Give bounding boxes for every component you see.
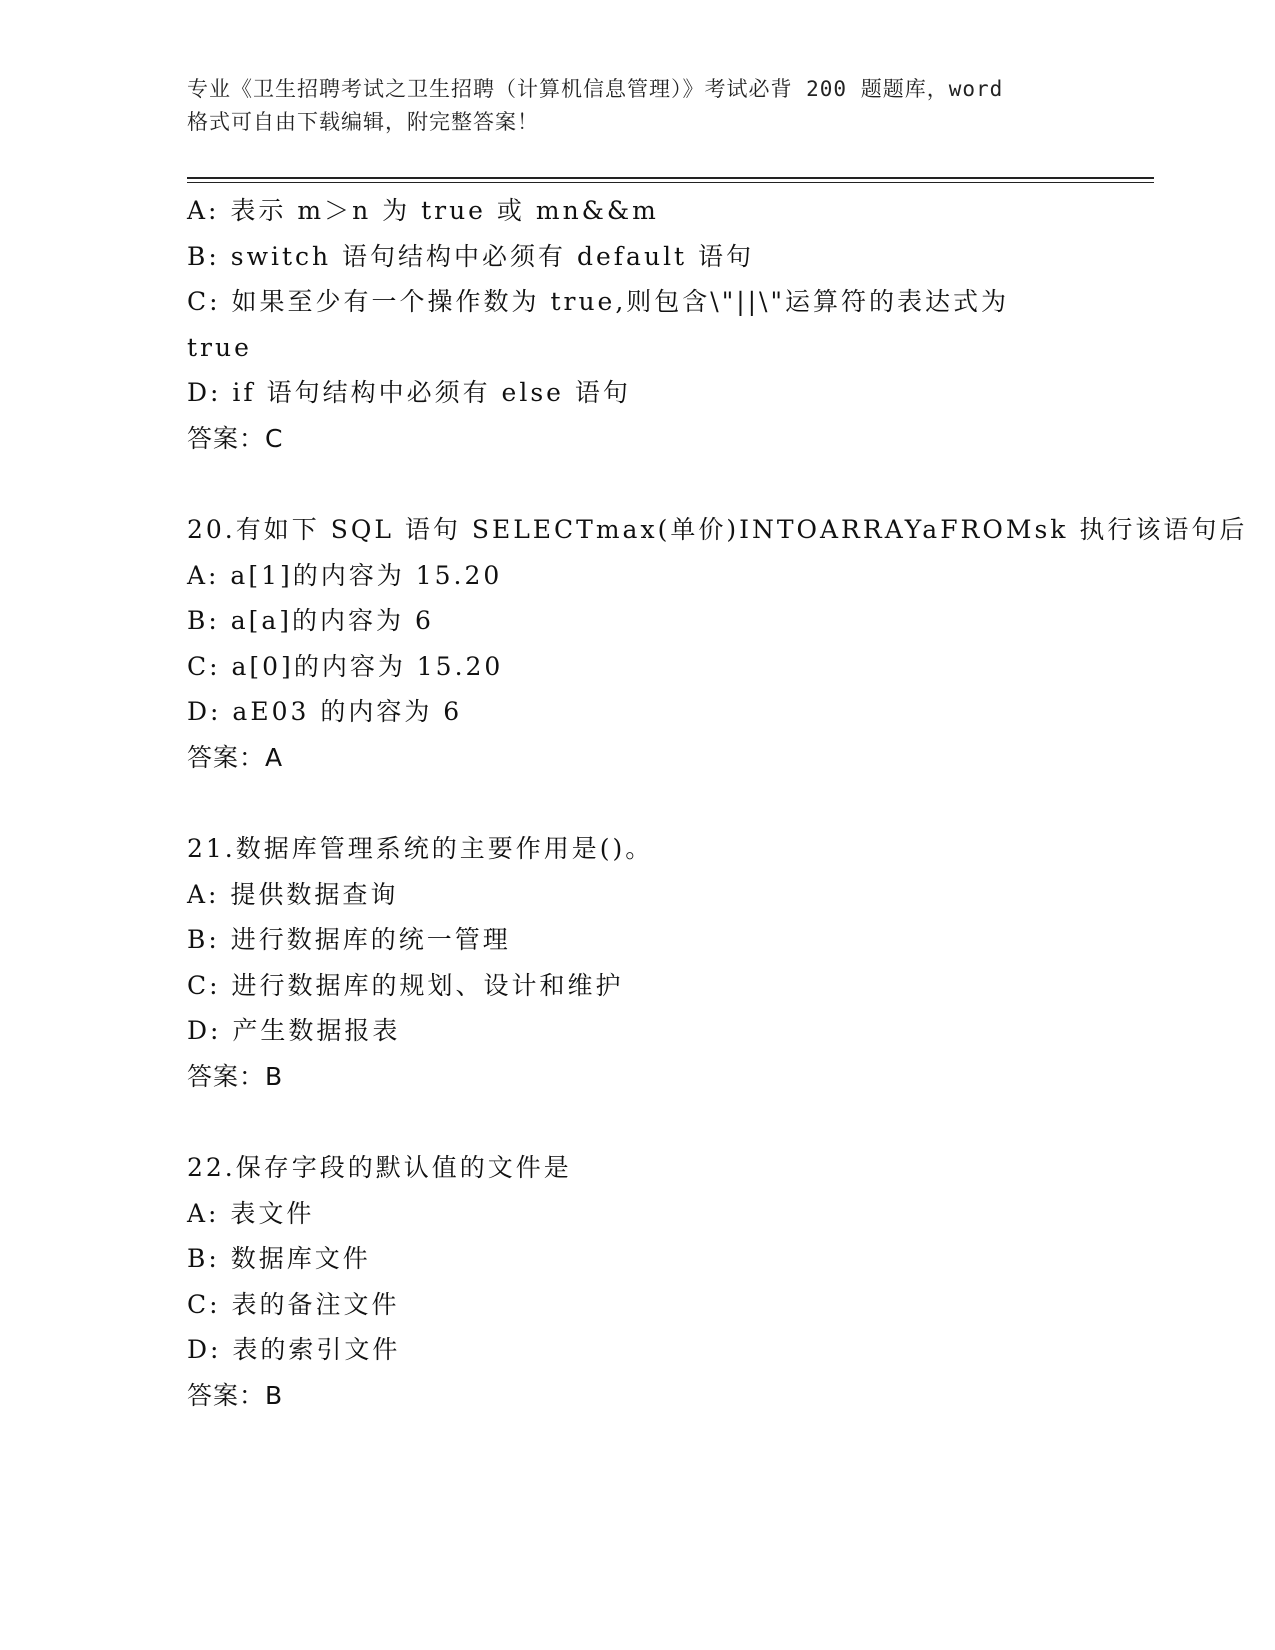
- header-rule-thin: [187, 182, 1154, 183]
- option-a: A: a[1]的内容为 15.20: [187, 560, 503, 590]
- answer: 答案：B: [187, 1061, 284, 1091]
- option-c: C: 如果至少有一个操作数为 true,则包含\"||\"运算符的表达式为: [187, 287, 1009, 316]
- option-c-continued: true: [187, 332, 252, 362]
- question-20: [187, 507, 1248, 780]
- question-stem: 21.数据库管理系统的主要作用是()。: [187, 834, 654, 863]
- option-a: A: 表示 m＞n 为 true 或 mn&&m: [187, 196, 659, 225]
- option-b: B: 数据库文件: [187, 1244, 371, 1273]
- header-line-1: 专业《卫生招聘考试之卫生招聘（计算机信息管理）》考试必背 200 题题库，word: [187, 77, 1004, 101]
- option-c: C: 表的备注文件: [187, 1289, 400, 1319]
- option-c: C: a[0]的内容为 15.20: [187, 651, 504, 681]
- answer: 答案：A: [187, 742, 284, 772]
- option-d: D: if 语句结构中必须有 else 语句: [187, 378, 631, 407]
- option-a: A: 表文件: [187, 1198, 315, 1228]
- header-line-2: 格式可自由下载编辑，附完整答案！: [187, 110, 539, 134]
- option-d: D: aE03 的内容为 6: [187, 697, 463, 726]
- answer: 答案：C: [187, 423, 284, 453]
- question-21: [187, 826, 1187, 1099]
- option-d: D: 表的索引文件: [187, 1335, 401, 1364]
- option-a: A: 提供数据查询: [187, 879, 399, 909]
- option-b: B: a[a]的内容为 6: [187, 606, 434, 635]
- answer: 答案：B: [187, 1380, 284, 1410]
- question-stem: 22.保存字段的默认值的文件是: [187, 1153, 572, 1182]
- question-stem: 20.有如下 SQL 语句 SELECTmax(单价)INTOARRAYaFROMsk 执行该语句后: [187, 515, 1248, 544]
- option-b: B: switch 语句结构中必须有 default 语句: [187, 241, 755, 271]
- document-header: [187, 73, 1087, 139]
- option-c: C: 进行数据库的规划、设计和维护: [187, 970, 624, 1000]
- question-list: [187, 188, 1248, 1418]
- option-b: B: 进行数据库的统一管理: [187, 925, 511, 954]
- header-rule-thick: [187, 177, 1154, 179]
- question-22: [187, 1145, 1187, 1418]
- option-d: D: 产生数据报表: [187, 1016, 401, 1045]
- question-19: [187, 188, 1187, 461]
